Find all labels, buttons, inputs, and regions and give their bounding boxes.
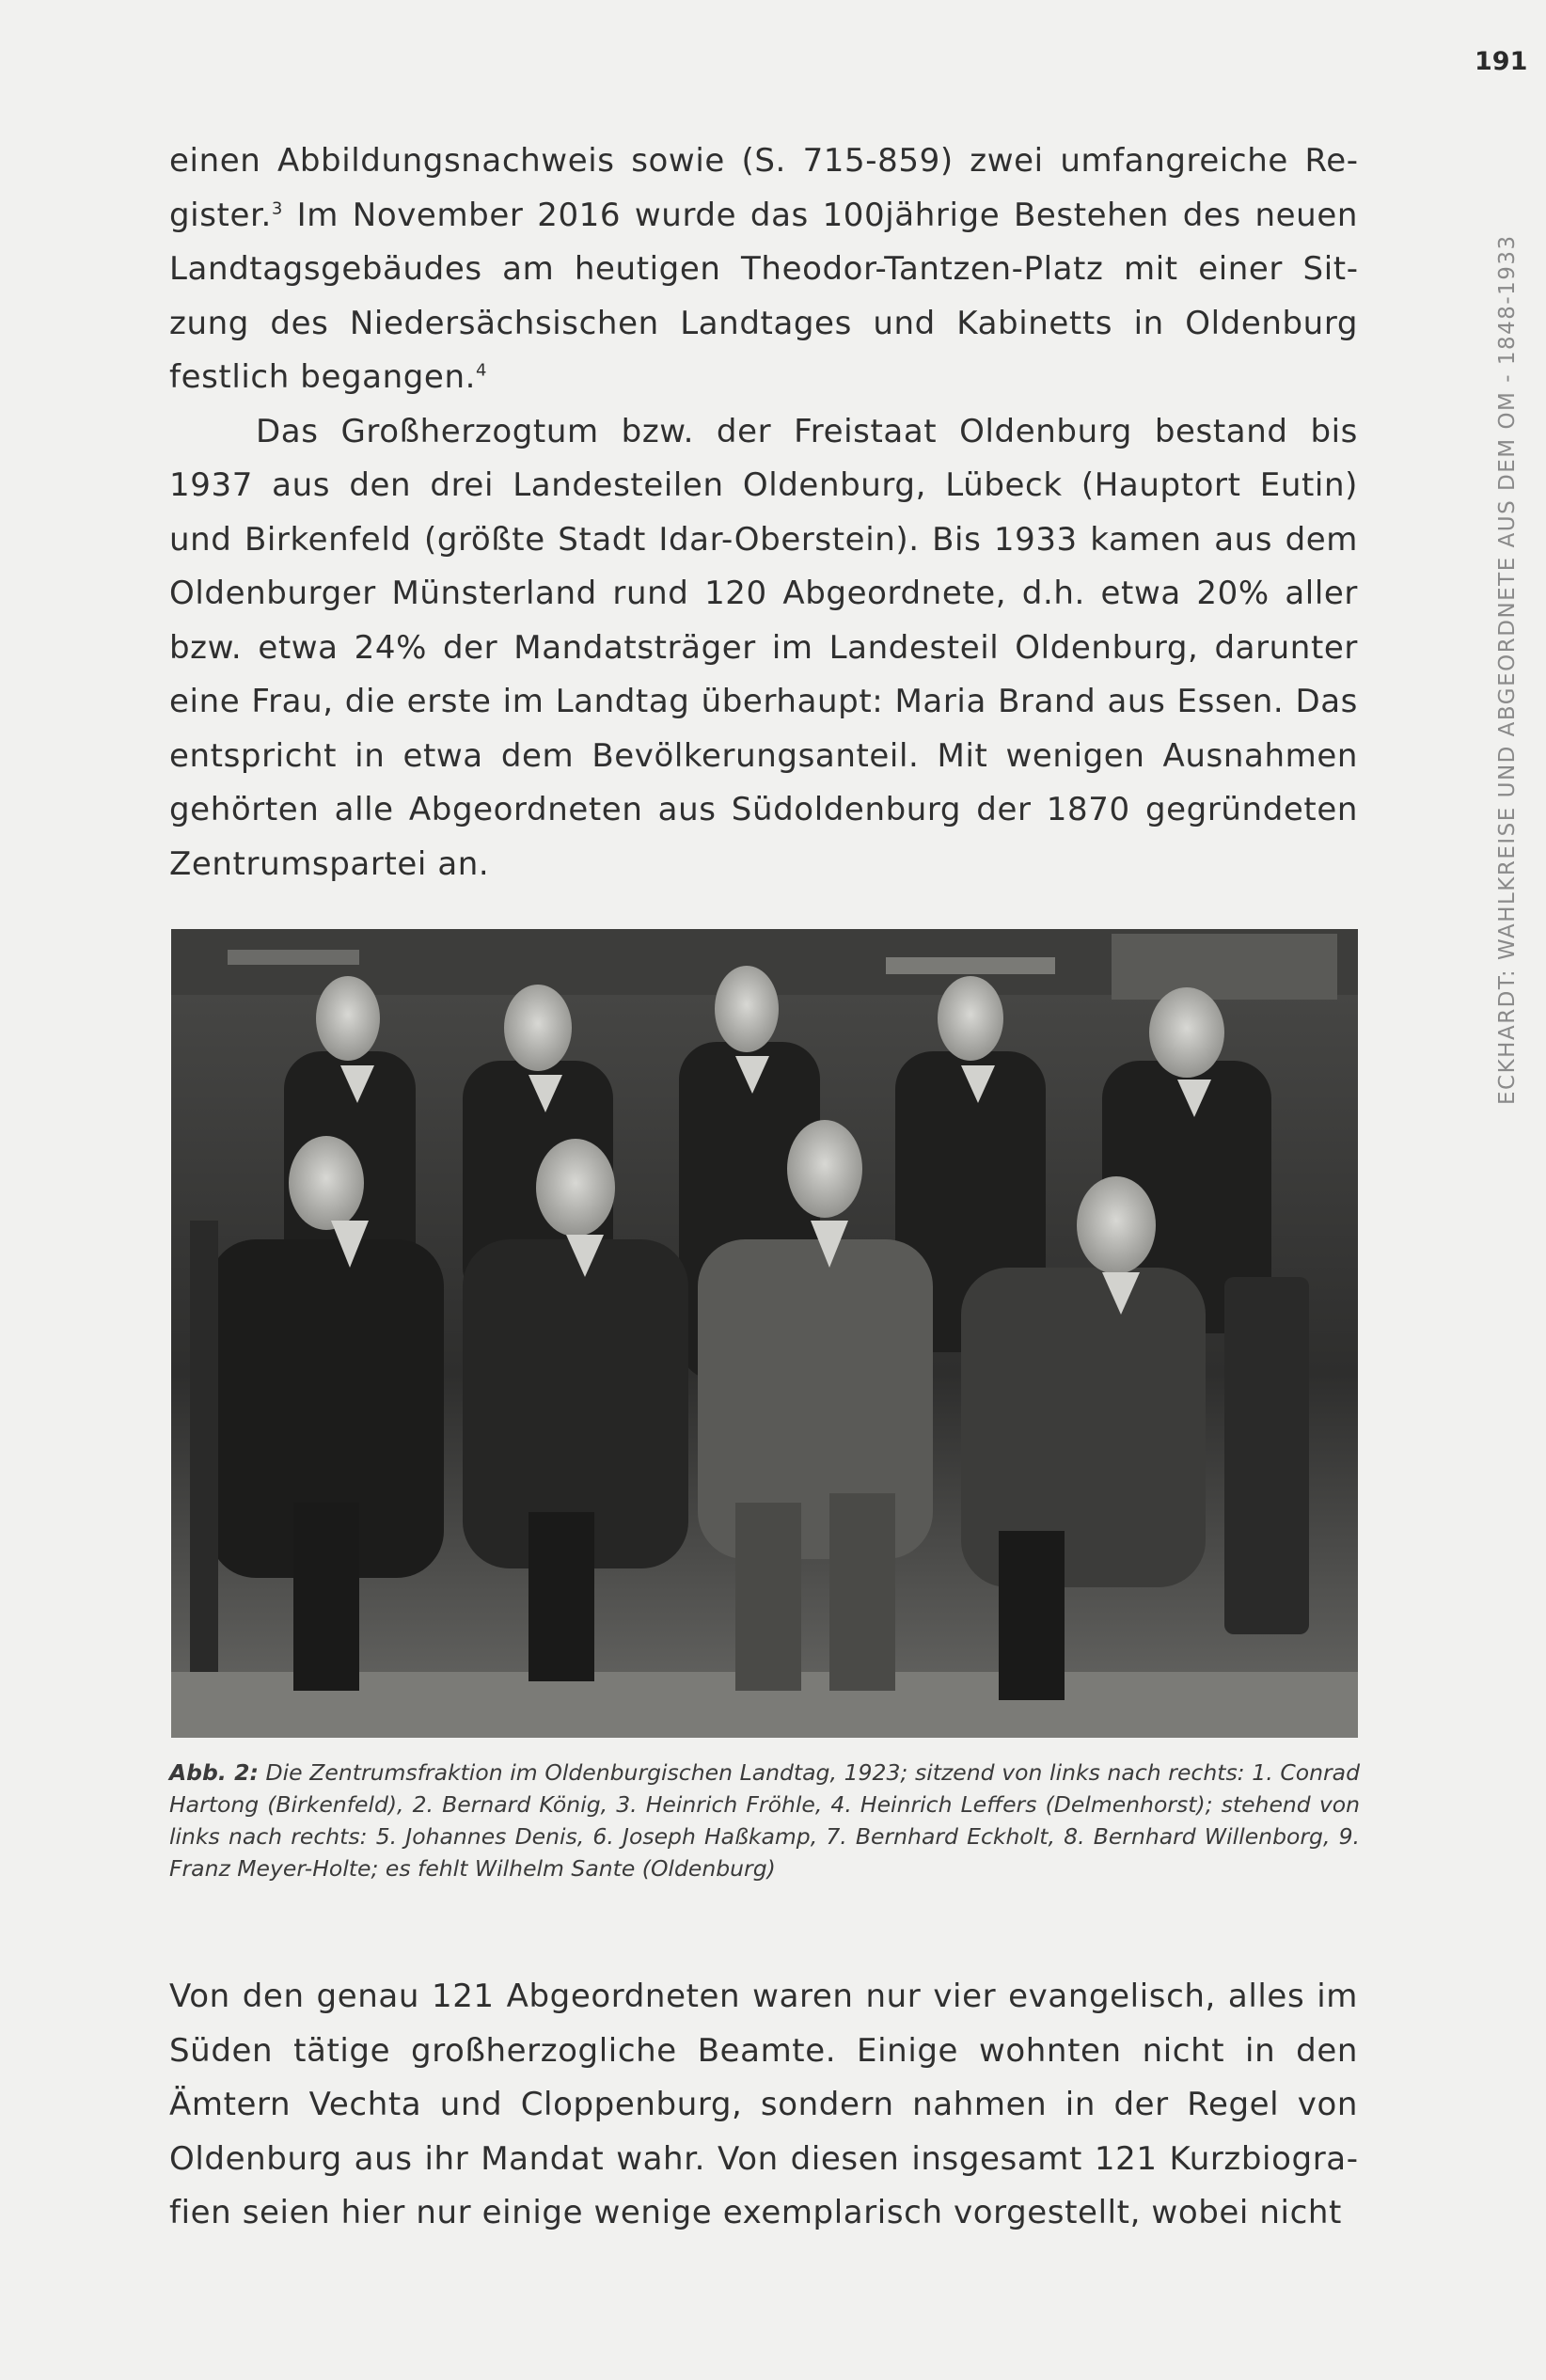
- caption-label: Abb. 2:: [169, 1759, 259, 1786]
- footnote-ref-4[interactable]: 4: [476, 360, 488, 381]
- running-head: ECKHARDT: WAHLKREISE UND ABGEORDNETE AUS DEM OM - 1848-1933: [1495, 234, 1520, 1105]
- page-number: 191: [1475, 47, 1528, 76]
- figure-caption: [169, 1757, 1360, 1884]
- paragraph-2: Das Großherzogtum bzw. der Freistaat Oldenburg bestand bis 1937 aus den drei Landesteilen Oldenburg, Lübeck (Hauptort Eutin) und Birkenfeld (größte Stadt Idar-Oberstein). Bis 1933 kamen aus dem Oldenburger Münsterland rund 120 Abgeordnete, d.h. etwa 20% aller bzw. etwa 24% der Mandatsträger im Landesteil Oldenburg, darunter eine Frau, die erste im Landtag überhaupt: Maria Brand aus Essen. Das entspricht in etwa dem Bevölkerungsanteil. Mit wenigen Ausnahmen gehörten alle Abgeordneten aus Südoldenburg der 1870 gegründeten Zentrumspartei an.: [169, 412, 1358, 883]
- body-text-top: [169, 134, 1358, 891]
- body-text-bottom: [169, 1970, 1358, 2241]
- group-photograph: [171, 929, 1358, 1738]
- caption-text: Die Zentrumsfraktion im Oldenburgischen Landtag, 1923; sitzend von links nach rechts: 1. Conrad Hartong (Birkenfeld), 2. Bernard König, 3. Heinrich Fröhle, 4. Heinrich Leffers (Delmenhorst); stehend von links nach rechts: 5. Johannes Denis, 6. Joseph Haßkamp, 7. Bernhard Eckholt, 8. Bernhard Willenborg, 9. Franz Meyer-Holte; es fehlt Wilhelm Sante (Oldenburg): [169, 1759, 1360, 1882]
- photo-illustration: [171, 929, 1358, 1738]
- footnote-ref-3[interactable]: 3: [271, 198, 283, 219]
- paragraph-1-text-b: Im November 2016 wurde das 100jährige Bestehen des neuen Landtagsgebäudes am heutigen Theodor-Tantzen-Platz mit einer Sitzung des Niedersächsischen Landtages und Kabinetts in Oldenburg festlich begangen.: [169, 196, 1358, 396]
- paragraph-1-text-a: einen Abbildungsnachweis sowie (S. 715-859) zwei umfangreiche Register.: [169, 142, 1358, 234]
- paragraph-1: [169, 134, 1358, 405]
- paragraph-3: Von den genau 121 Abgeordneten waren nur vier evangelisch, alles im Süden tätige großherzogliche Beamte. Einige wohnten nicht in den Ämtern Vechta und Cloppenburg, sondern nahmen in der Regel von Oldenburg aus ihr Mandat wahr. Von diesen insgesamt 121 Kurzbiografien seien hier nur einige wenige exemplarisch vorgestellt, wobei nicht: [169, 1978, 1358, 2231]
